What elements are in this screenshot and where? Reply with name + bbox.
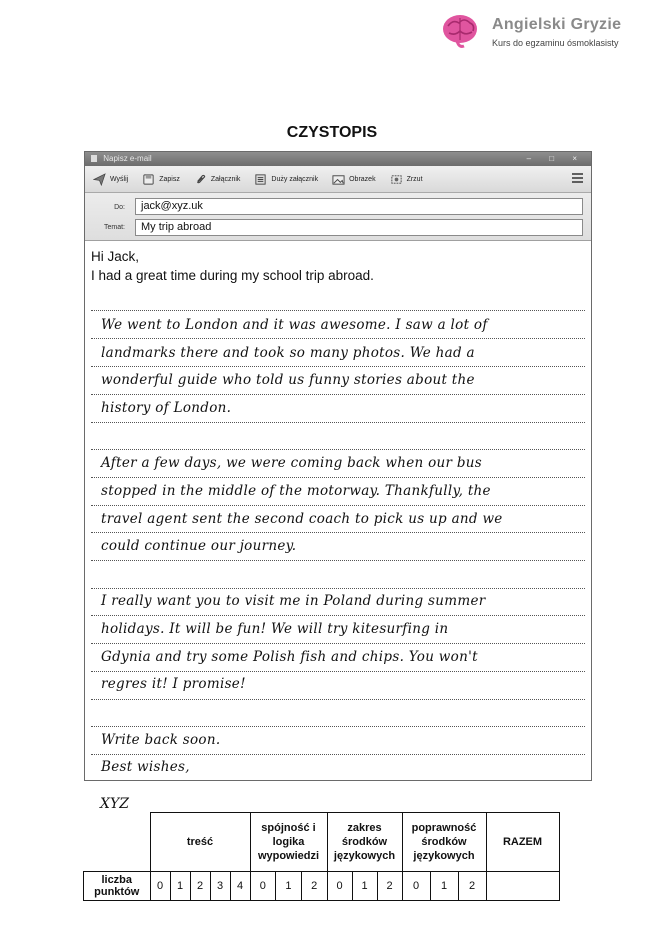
category-accuracy-label: poprawność środków językowych bbox=[411, 822, 477, 862]
score-cell[interactable]: 3 bbox=[210, 872, 230, 901]
ruled-line bbox=[91, 615, 585, 616]
total-header: RAZEM bbox=[486, 813, 559, 872]
points-row-label bbox=[84, 872, 151, 901]
brand-header bbox=[440, 10, 660, 56]
category-accuracy bbox=[402, 813, 486, 872]
handwritten-line: wonderful guide who told us funny stories about the bbox=[101, 372, 475, 388]
ruled-line bbox=[91, 726, 585, 727]
points-row-label-text: liczba punktów bbox=[94, 874, 140, 898]
big-attach-button[interactable] bbox=[254, 173, 318, 186]
large-file-icon bbox=[254, 173, 267, 186]
send-button[interactable] bbox=[93, 173, 128, 186]
paper-plane-icon bbox=[93, 173, 106, 186]
email-window bbox=[84, 151, 592, 781]
handwritten-line: After a few days, we were coming back when our bus bbox=[101, 455, 482, 471]
ruled-line bbox=[91, 310, 585, 311]
menu-icon[interactable] bbox=[572, 173, 583, 183]
score-cell[interactable]: 0 bbox=[327, 872, 352, 901]
score-cell[interactable]: 0 bbox=[402, 872, 430, 901]
screenshot-icon bbox=[390, 173, 403, 186]
score-cell[interactable]: 2 bbox=[190, 872, 210, 901]
handwritten-line: I really want you to visit me in Poland during summer bbox=[101, 593, 486, 609]
email-headers bbox=[85, 193, 591, 241]
attach-button[interactable] bbox=[194, 173, 241, 186]
category-range-label: zakres środków językowych bbox=[333, 822, 396, 862]
category-range bbox=[327, 813, 402, 872]
handwritten-line: Best wishes, bbox=[101, 759, 190, 775]
ruled-line bbox=[91, 560, 585, 561]
page-title: CZYSTOPIS bbox=[286, 124, 378, 141]
score-cell[interactable]: 0 bbox=[250, 872, 276, 901]
mail-icon bbox=[91, 155, 97, 162]
save-button[interactable] bbox=[142, 173, 180, 186]
handwritten-line: stopped in the middle of the motorway. Thankfully, the bbox=[101, 483, 491, 499]
ruled-line bbox=[91, 477, 585, 478]
ruled-line bbox=[91, 754, 585, 755]
handwritten-line: Write back soon. bbox=[101, 732, 221, 748]
attach-label: Załącznik bbox=[210, 175, 241, 183]
email-toolbar bbox=[85, 166, 591, 193]
score-cell[interactable]: 1 bbox=[352, 872, 377, 901]
image-icon bbox=[332, 173, 345, 186]
to-label: Do: bbox=[114, 204, 125, 211]
ruled-line bbox=[91, 338, 585, 339]
ruled-line bbox=[91, 366, 585, 367]
big-attach-label: Duży załącznik bbox=[271, 175, 319, 183]
table-corner bbox=[84, 813, 151, 872]
draft-label: Zrzut bbox=[406, 175, 423, 183]
ruled-line bbox=[91, 532, 585, 533]
draft-button[interactable] bbox=[390, 173, 423, 186]
save-label: Zapisz bbox=[159, 175, 180, 183]
ruled-line bbox=[91, 394, 585, 395]
score-table bbox=[83, 812, 560, 901]
score-cell[interactable]: 1 bbox=[430, 872, 458, 901]
subject-label: Temat: bbox=[103, 224, 125, 231]
ruled-line bbox=[91, 505, 585, 506]
total-cell[interactable] bbox=[486, 872, 559, 901]
paperclip-icon bbox=[194, 173, 207, 186]
ruled-line bbox=[91, 699, 585, 700]
category-coherence-label: spójność i logika wypowiedzi bbox=[257, 822, 320, 862]
handwritten-line: could continue our journey. bbox=[101, 538, 297, 554]
ruled-line bbox=[91, 588, 585, 589]
score-cell[interactable]: 0 bbox=[150, 872, 170, 901]
handwritten-line: history of London. bbox=[101, 400, 232, 416]
email-greeting: Hi Jack, bbox=[91, 249, 140, 264]
score-cell[interactable]: 1 bbox=[276, 872, 302, 901]
send-label: Wyślij bbox=[110, 175, 129, 183]
signature: XYZ bbox=[100, 796, 129, 812]
score-cell[interactable]: 4 bbox=[230, 872, 250, 901]
brand-name: Angielski Gryzie bbox=[492, 16, 622, 33]
to-field[interactable]: jack@xyz.uk bbox=[135, 198, 583, 215]
ruled-line bbox=[91, 449, 585, 450]
ruled-line bbox=[91, 671, 585, 672]
email-intro: I had a great time during my school trip abroad. bbox=[91, 268, 374, 283]
handwritten-line: travel agent sent the second coach to pick us up and we bbox=[101, 511, 503, 527]
score-cell[interactable]: 1 bbox=[170, 872, 190, 901]
score-cell[interactable]: 2 bbox=[377, 872, 402, 901]
score-cell[interactable]: 2 bbox=[301, 872, 327, 901]
brain-logo-icon bbox=[440, 10, 480, 50]
image-label: Obrazek bbox=[349, 175, 376, 183]
handwritten-line: landmarks there and took so many photos. We had a bbox=[101, 345, 475, 361]
image-button[interactable] bbox=[332, 173, 375, 186]
window-titlebar bbox=[85, 152, 591, 166]
category-coherence bbox=[250, 813, 327, 872]
score-cell[interactable]: 2 bbox=[458, 872, 486, 901]
handwritten-line: We went to London and it was awesome. I saw a lot of bbox=[101, 317, 488, 333]
ruled-line bbox=[91, 643, 585, 644]
window-title: Napisz e-mail bbox=[103, 154, 152, 163]
handwritten-line: Gdynia and try some Polish fish and chips. You won't bbox=[101, 649, 478, 665]
ruled-line bbox=[91, 422, 585, 423]
handwritten-line: holidays. It will be fun! We will try kitesurfing in bbox=[101, 621, 449, 637]
subject-field[interactable]: My trip abroad bbox=[135, 219, 583, 236]
handwritten-line: regres it! I promise! bbox=[101, 676, 246, 692]
category-content: treść bbox=[150, 813, 250, 872]
save-icon bbox=[142, 173, 155, 186]
brand-subtitle: Kurs do egzaminu ósmoklasisty bbox=[492, 38, 619, 48]
window-controls[interactable]: – □ × bbox=[526, 154, 585, 163]
